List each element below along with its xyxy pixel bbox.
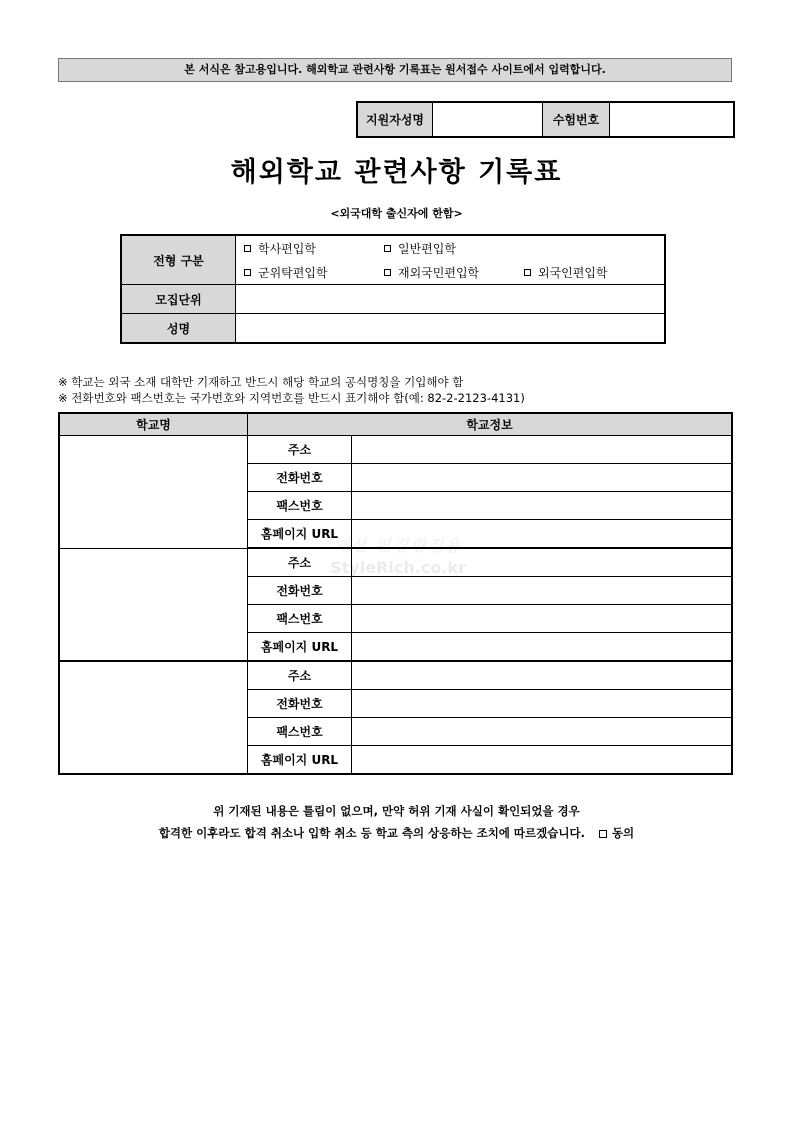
- option-bachelor-transfer[interactable]: 학사편입학: [244, 240, 384, 257]
- phone-field[interactable]: [352, 464, 733, 492]
- instruction-note: ※ 전화번호와 팩스번호는 국가번호와 지역번호를 반드시 표기해야 함(예: 82-2-2123-4131): [58, 391, 525, 405]
- consent-line: 위 기재된 내용은 틀림이 없으며, 만약 허위 기재 사실이 확인되었을 경우: [213, 804, 580, 818]
- instruction-note: ※ 학교는 외국 소재 대학만 기재하고 반드시 해당 학교의 공식명칭을 기입해야 함: [58, 375, 464, 389]
- agree-label: 동의: [611, 826, 635, 840]
- exam-number-label: 수험번호: [543, 102, 610, 137]
- school-info-table: [58, 412, 733, 775]
- homepage-field[interactable]: [352, 633, 733, 662]
- applicant-name-label: 지원자성명: [357, 102, 433, 137]
- page-subtitle: <외국대학 출신자에 한함>: [330, 207, 463, 220]
- phone-label: 전화번호: [248, 577, 352, 605]
- phone-field[interactable]: [352, 690, 733, 718]
- homepage-label: 홈페이지 URL: [248, 520, 352, 549]
- fax-field[interactable]: [352, 605, 733, 633]
- school-name-field[interactable]: [59, 661, 248, 774]
- phone-field[interactable]: [352, 577, 733, 605]
- school-name-field[interactable]: [59, 436, 248, 549]
- fax-label: 팩스번호: [248, 718, 352, 746]
- applicant-info-table: [356, 101, 735, 138]
- applicant-name-field[interactable]: [433, 102, 543, 137]
- watermark-line: StyleRich.co.kr: [330, 558, 466, 577]
- phone-label: 전화번호: [248, 464, 352, 492]
- page-title: 해외학교 관련사항 기록표: [230, 157, 563, 188]
- school-name-header: 학교명: [59, 413, 248, 436]
- checkbox-icon[interactable]: [244, 269, 251, 276]
- phone-label: 전화번호: [248, 690, 352, 718]
- homepage-label: 홈페이지 URL: [248, 746, 352, 775]
- fax-label: 팩스번호: [248, 492, 352, 520]
- consent-statement: [0, 800, 793, 844]
- agree-checkbox[interactable]: [599, 830, 607, 838]
- address-field[interactable]: [352, 661, 733, 690]
- checkbox-icon[interactable]: [244, 245, 251, 252]
- student-name-field[interactable]: [236, 314, 666, 344]
- option-general-transfer[interactable]: 일반편입학: [384, 240, 524, 257]
- school-name-field[interactable]: [59, 548, 248, 661]
- consent-line: 합격한 이후라도 합격 취소나 입학 취소 등 학교 측의 상응하는 조치에 따르겠습니다.: [158, 826, 585, 840]
- checkbox-icon[interactable]: [384, 245, 391, 252]
- option-military-transfer[interactable]: 군위탁편입학: [244, 264, 384, 281]
- exam-number-field[interactable]: [610, 102, 735, 137]
- checkbox-icon[interactable]: [384, 269, 391, 276]
- homepage-field[interactable]: [352, 746, 733, 775]
- fax-label: 팩스번호: [248, 605, 352, 633]
- watermark-line: 패션 편집편집용: [333, 536, 463, 555]
- address-label: 주소: [248, 548, 352, 577]
- address-label: 주소: [248, 436, 352, 464]
- admission-type-label: 전형 구분: [121, 235, 236, 285]
- instructions: [58, 374, 525, 406]
- fax-field[interactable]: [352, 718, 733, 746]
- homepage-field[interactable]: [352, 520, 733, 549]
- address-field[interactable]: [352, 548, 733, 577]
- recruit-unit-field[interactable]: [236, 285, 666, 314]
- school-info-header: 학교정보: [248, 413, 733, 436]
- option-overseas-korean-transfer[interactable]: 재외국민편입학: [384, 264, 524, 281]
- address-field[interactable]: [352, 436, 733, 464]
- checkbox-icon[interactable]: [524, 269, 531, 276]
- option-foreigner-transfer[interactable]: 외국인편입학: [524, 264, 664, 281]
- admission-type-options: [236, 235, 666, 285]
- fax-field[interactable]: [352, 492, 733, 520]
- address-label: 주소: [248, 661, 352, 690]
- student-name-label: 성명: [121, 314, 236, 344]
- homepage-label: 홈페이지 URL: [248, 633, 352, 662]
- recruit-unit-label: 모집단위: [121, 285, 236, 314]
- notice-banner: 본 서식은 참고용입니다. 해외학교 관련사항 기록표는 원서접수 사이트에서 입력합니다.: [58, 58, 732, 82]
- admission-type-table: [120, 234, 666, 344]
